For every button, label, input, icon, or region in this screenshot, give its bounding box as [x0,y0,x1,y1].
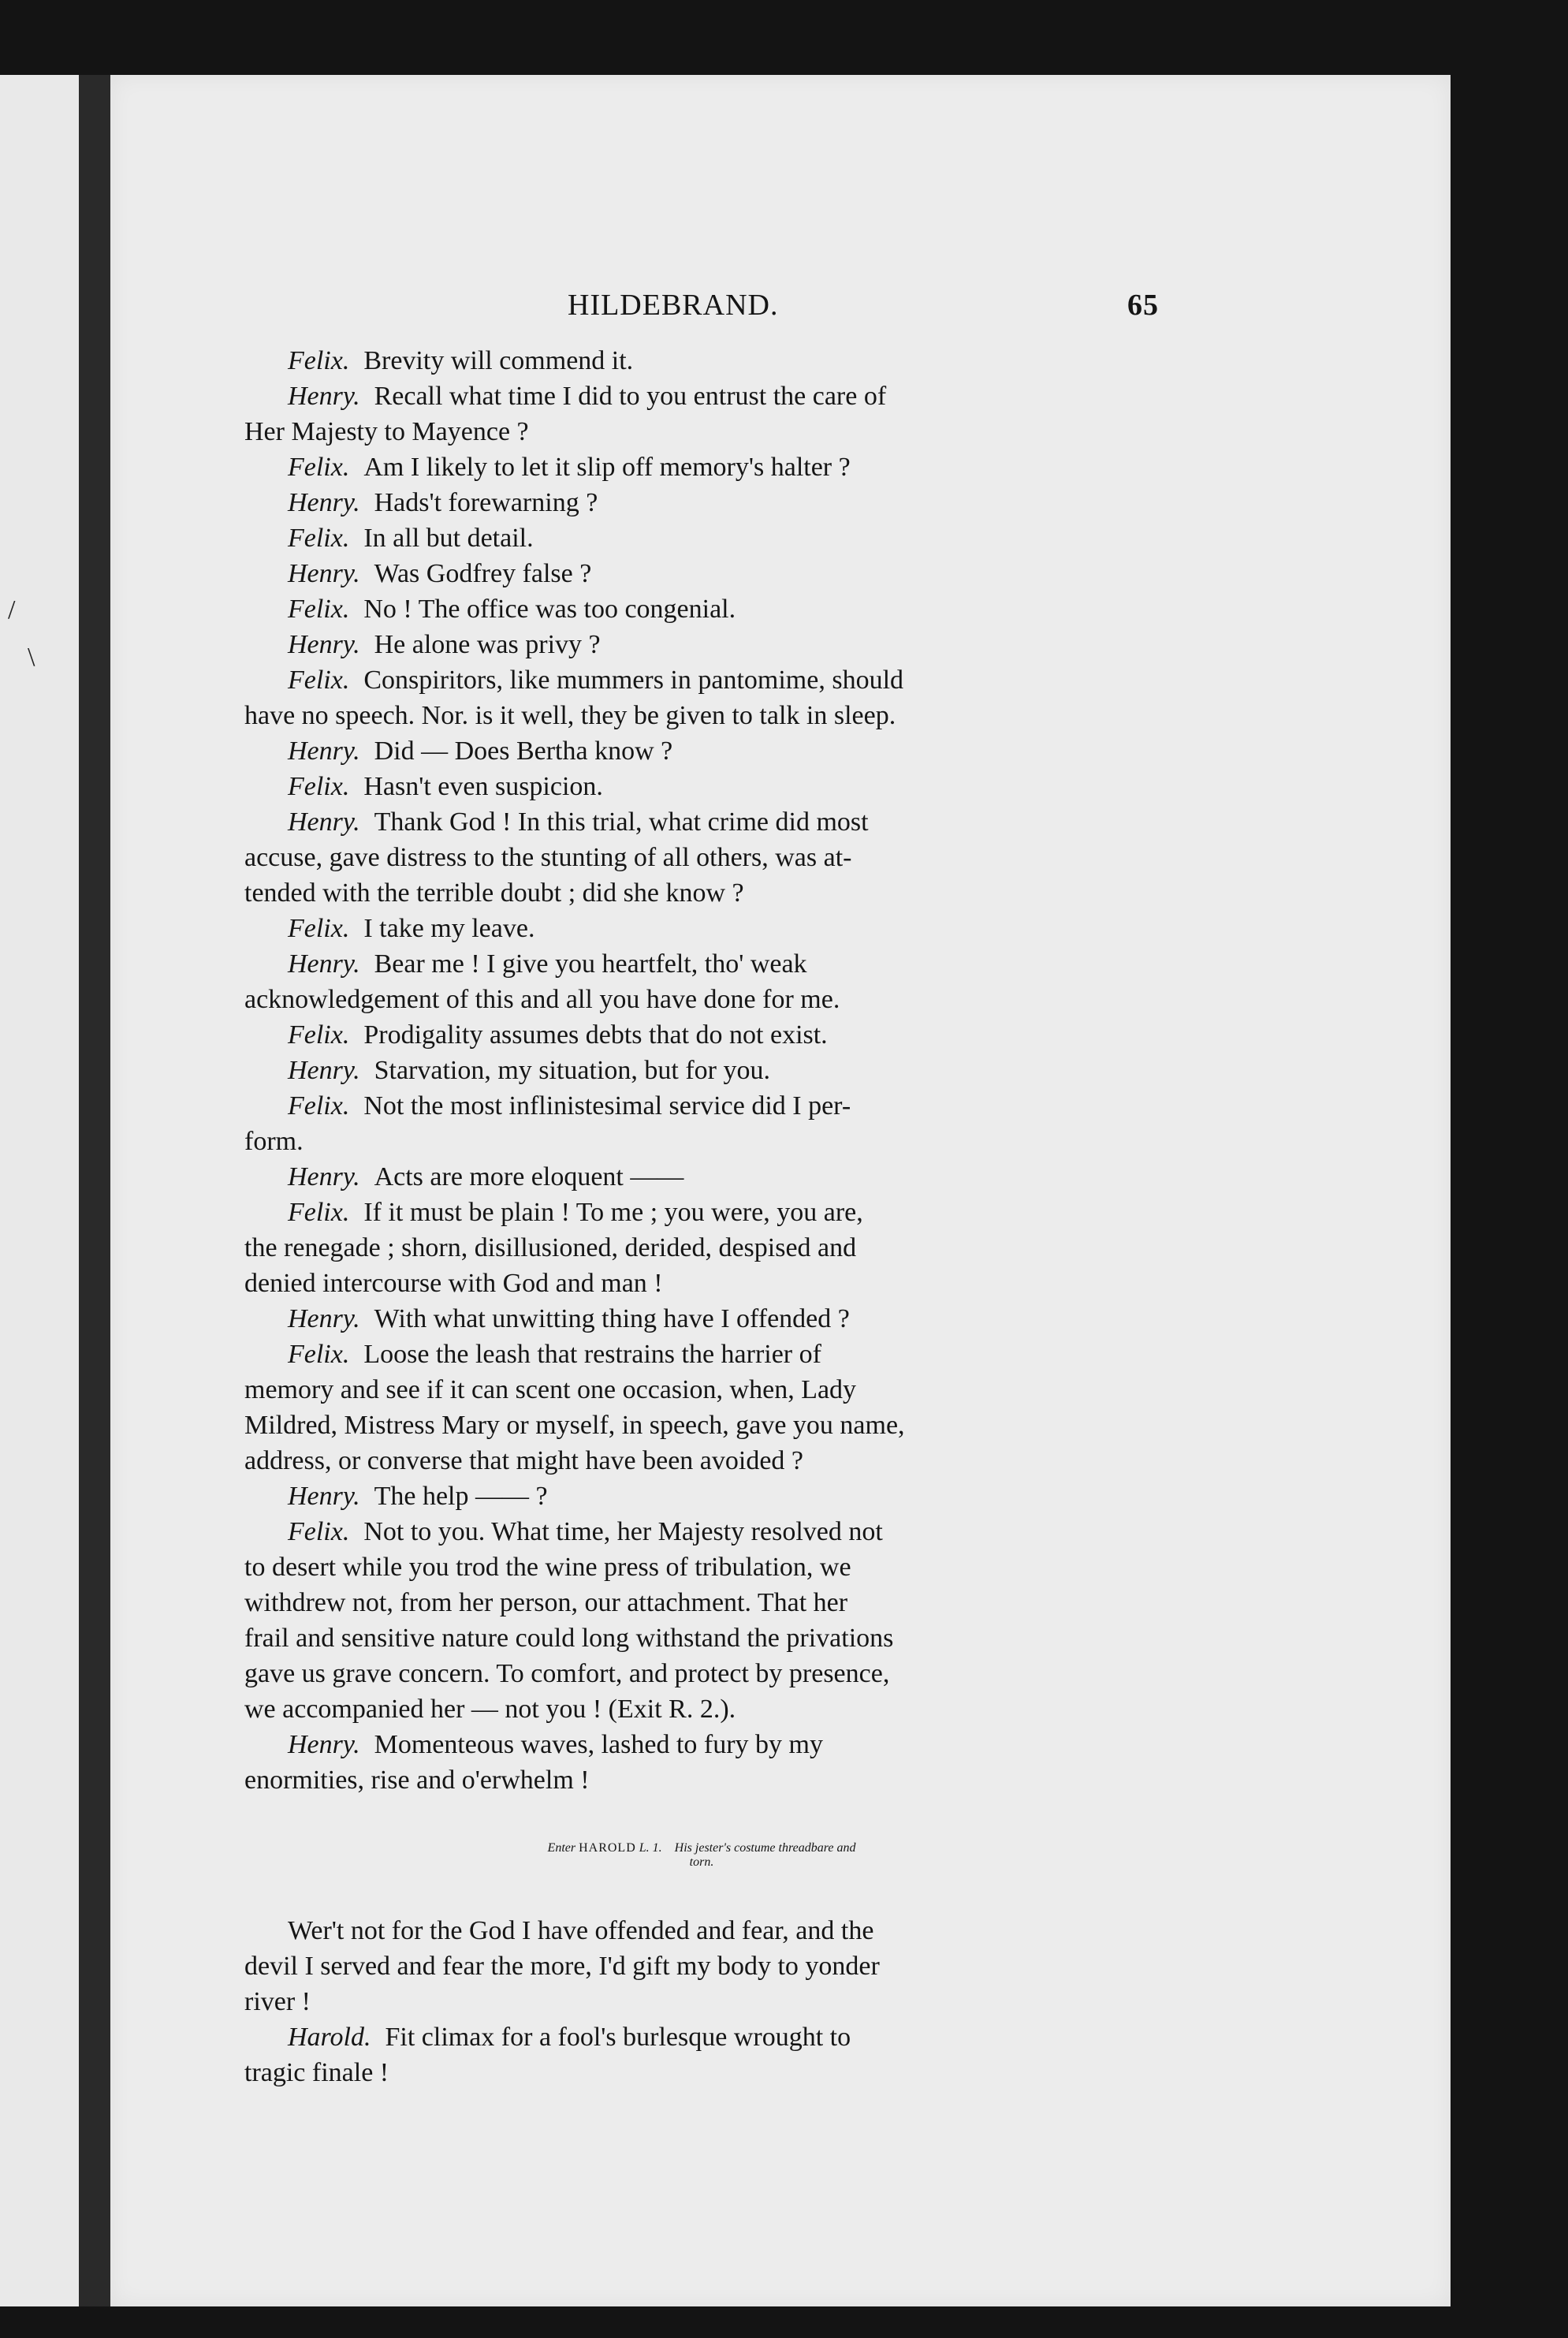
closing-dialogue [244,1913,1159,2090]
line-text: Did — Does Bertha know ? [374,736,673,766]
speaker-name: Henry. [288,630,360,659]
speaker-name: Henry. [288,382,360,411]
line-text: Thank God ! In this trial, what crime did most [374,807,869,837]
text-line [244,1266,1159,1301]
text-line [244,1159,1159,1195]
text-line [244,1656,1159,1691]
running-title: HILDEBRAND. [568,289,779,322]
text-line [244,2055,1159,2090]
stage-enter: Enter [547,1841,576,1855]
line-text: He alone was privy ? [374,630,601,659]
speaker-name: Felix. [288,914,350,943]
speaker-name: Henry. [288,1162,360,1191]
line-text: Not the most inflinistesimal service did I per- [363,1091,851,1121]
text-line [244,1762,1159,1798]
line-text: gave us grave concern. To comfort, and protect by presence, [244,1659,890,1688]
text-line [244,1913,1159,1948]
line-text: Acts are more eloquent —— [374,1162,684,1191]
line-text: form. [244,1127,304,1156]
stage-description: His jester's costume threadbare and [674,1841,856,1855]
text-line [244,875,1159,911]
line-text: Momenteous waves, lashed to fury by my [374,1730,823,1759]
line-text: devil I served and fear the more, I'd gift my body to yonder [244,1952,880,1981]
page-number: 65 [1127,289,1159,322]
speaker-name: Henry. [288,736,360,766]
text-line [244,520,1159,556]
line-text: tragic finale ! [244,2058,389,2087]
text-line [244,1549,1159,1585]
text-line [244,485,1159,520]
line-text: Prodigality assumes debts that do not exist. [363,1020,828,1050]
line-text: frail and sensitive nature could long withstand the privations [244,1624,894,1653]
text-line [244,1620,1159,1656]
line-text: Am I likely to let it slip off memory's halter ? [363,453,851,482]
text-line [244,1585,1159,1620]
line-text: Loose the leash that restrains the harrier of [363,1340,821,1369]
speaker-name: Felix. [288,666,350,695]
line-text: With what unwitting thing have I offended ? [374,1304,850,1333]
margin-mark: \ [28,643,35,672]
line-text: Bear me ! I give you heartfelt, tho' weak [374,949,807,979]
speaker-name: Felix. [288,1340,350,1369]
speaker-name: Henry. [288,1482,360,1511]
text-line [244,378,1159,414]
book-gutter [79,75,110,2306]
text-line [244,698,1159,733]
speaker-name: Henry. [288,1730,360,1759]
stage-description-continued: torn. [689,1855,714,1869]
stage-direction [244,1841,1159,1870]
line-text: enormities, rise and o'erwhelm ! [244,1766,590,1795]
page-header [244,288,1159,343]
speaker-name: Felix. [288,772,350,801]
speaker-name: Felix. [288,595,350,624]
line-text: accuse, gave distress to the stunting of all others, was at- [244,843,852,872]
text-line [244,627,1159,662]
speaker-name: Henry. [288,807,360,837]
text-line [244,804,1159,840]
text-line [244,1301,1159,1337]
line-text: I take my leave. [363,914,535,943]
speaker-name: Felix. [288,1517,350,1546]
line-text: Recall what time I did to you entrust the care of [374,382,887,411]
stage-position: L. 1. [639,1841,662,1855]
adjacent-page-edge [0,75,79,2306]
speaker-name: Harold. [288,2023,371,2052]
text-line [244,343,1159,378]
text-line [244,1017,1159,1053]
text-line [244,1230,1159,1266]
line-text: Starvation, my situation, but for you. [374,1056,770,1085]
speaker-name: Henry. [288,949,360,979]
text-line [244,1691,1159,1727]
dialogue-block [244,343,1159,1798]
stage-direction-line [244,1841,1159,1855]
text-line [244,662,1159,698]
text-line [244,1478,1159,1514]
text-line [244,911,1159,946]
line-text: to desert while you trod the wine press of tribulation, we [244,1553,851,1582]
speaker-name: Henry. [288,488,360,517]
margin-mark: / [8,595,16,625]
line-text: In all but detail. [363,524,534,553]
line-text: Wer't not for the God I have offended and fear, and the [288,1916,874,1945]
text-line [244,1984,1159,2019]
text-line [244,769,1159,804]
speaker-name: Felix. [288,453,350,482]
line-text: withdrew not, from her person, our attachment. That her [244,1588,848,1617]
speaker-name: Felix. [288,1020,350,1050]
line-text: If it must be plain ! To me ; you were, you are, [363,1198,863,1227]
line-text: Hads't forewarning ? [374,488,598,517]
speaker-name: Felix. [288,1198,350,1227]
speaker-name: Henry. [288,1304,360,1333]
book-page [110,75,1451,2306]
line-text: river ! [244,1987,311,2016]
line-text: The help —— ? [374,1482,548,1511]
line-text: memory and see if it can scent one occasion, when, Lady [244,1375,857,1404]
line-text: we accompanied her — not you ! (Exit R. 2.). [244,1695,736,1724]
text-line [244,1053,1159,1088]
line-text: acknowledgement of this and all you have done for me. [244,985,840,1014]
text-line [244,591,1159,627]
line-text: No ! The office was too congenial. [363,595,736,624]
line-text: address, or converse that might have been avoided ? [244,1446,804,1475]
character-name: HAROLD [579,1841,636,1855]
speaker-name: Felix. [288,1091,350,1121]
speaker-name: Henry. [288,559,360,588]
line-text: Her Majesty to Mayence ? [244,417,529,446]
speaker-name: Felix. [288,346,350,375]
line-text: tended with the terrible doubt ; did she know ? [244,878,744,908]
speaker-name: Henry. [288,1056,360,1085]
text-line [244,982,1159,1017]
text-line [244,733,1159,769]
text-line [244,2019,1159,2055]
text-line [244,1443,1159,1478]
line-text: Brevity will commend it. [363,346,634,375]
text-line [244,1195,1159,1230]
line-text: Not to you. What time, her Majesty resolved not [363,1517,883,1546]
line-text: Conspiritors, like mummers in pantomime, should [363,666,904,695]
text-line [244,840,1159,875]
text-line [244,1408,1159,1443]
line-text: Was Godfrey false ? [374,559,592,588]
text-line [244,1514,1159,1549]
line-text: denied intercourse with God and man ! [244,1269,663,1298]
text-line [244,1727,1159,1762]
page-content [244,288,1159,2090]
text-line [244,1948,1159,1984]
text-line [244,449,1159,485]
speaker-name: Felix. [288,524,350,553]
text-line [244,414,1159,449]
line-text: have no speech. Nor. is it well, they be given to talk in sleep. [244,701,896,730]
text-line [244,1337,1159,1372]
line-text: Fit climax for a fool's burlesque wrought to [385,2023,851,2052]
line-text: Hasn't even suspicion. [363,772,603,801]
line-text: the renegade ; shorn, disillusioned, derided, despised and [244,1233,857,1262]
text-line [244,1372,1159,1408]
text-line [244,1088,1159,1124]
text-line [244,1124,1159,1159]
line-text: Mildred, Mistress Mary or myself, in speech, gave you name, [244,1411,905,1440]
text-line [244,556,1159,591]
text-line [244,946,1159,982]
